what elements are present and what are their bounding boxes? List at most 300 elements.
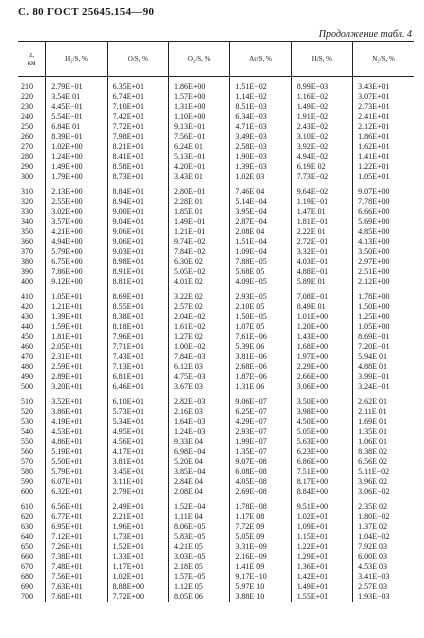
value-cell: 1.02E+00 <box>46 142 107 152</box>
value-cell: 2.10E 05 <box>230 302 291 312</box>
value-cell: 1.00E−02 <box>169 342 230 352</box>
value-cell: 7.84E−03 <box>169 352 230 362</box>
value-cell: 4.71E−03 <box>230 122 291 132</box>
value-cell: 5.14E−04 <box>230 197 291 207</box>
value-cell: 2.51E+00 <box>353 267 414 277</box>
value-cell: 1.36E+01 <box>291 562 352 572</box>
value-cell: 1.09E−04 <box>230 247 291 257</box>
value-cell: 1.59E+01 <box>46 322 107 332</box>
value-cell: 3.43E+01 <box>353 82 414 92</box>
value-cell: 2.79E−01 <box>46 82 107 92</box>
value-cell: 3.85E−04 <box>169 467 230 477</box>
value-cell: 2.87E−04 <box>230 217 291 227</box>
value-cell: 1.55E+01 <box>291 592 352 602</box>
value-cell: 4.50E+00 <box>291 417 352 427</box>
value-cell: 1.02E 03 <box>230 172 291 182</box>
value-cell: 1.51E−02 <box>230 82 291 92</box>
value-cell: 1.19E−01 <box>291 197 352 207</box>
table-row <box>18 277 414 287</box>
value-cell: 8.05E 06 <box>169 592 230 602</box>
value-cell: 7.63E+01 <box>46 582 107 592</box>
value-cell: 5.11E−02 <box>353 467 414 477</box>
value-cell: 1.49E−02 <box>291 102 352 112</box>
value-cell: 6.12E 03 <box>169 362 230 372</box>
table-row <box>18 582 414 592</box>
value-cell: 1.05E+00 <box>353 322 414 332</box>
value-cell: 1.78E+00 <box>353 292 414 302</box>
altitude-cell: 490 <box>21 372 33 381</box>
value-cell: 2.84E 04 <box>169 477 230 487</box>
value-cell: 1.86E+01 <box>353 132 414 142</box>
table-row <box>18 467 414 477</box>
column-header-label: H/S, % <box>311 54 333 63</box>
value-cell: 1.05E+01 <box>46 292 107 302</box>
value-cell: 7.56E+01 <box>46 572 107 582</box>
value-cell: 1.16E−02 <box>291 92 352 102</box>
value-cell: 8.49E 01 <box>291 302 352 312</box>
value-cell: 1.33E+01 <box>107 552 168 562</box>
table-row <box>18 407 414 417</box>
table-row <box>18 227 414 237</box>
table-header <box>18 42 414 77</box>
altitude-cell: 620 <box>21 512 33 521</box>
value-cell: 8.81E+01 <box>107 277 168 287</box>
table-row <box>18 162 414 172</box>
value-cell: 1.20E+00 <box>291 322 352 332</box>
table-row <box>18 417 414 427</box>
altitude-cell: 420 <box>21 302 33 311</box>
value-cell: 7.12E+01 <box>46 532 107 542</box>
value-cell: 2.16E−09 <box>230 552 291 562</box>
altitude-cell: 600 <box>21 487 33 496</box>
value-cell: 8.17E+00 <box>291 477 352 487</box>
value-cell: 1.90E−03 <box>230 152 291 162</box>
value-cell: 4.94E−02 <box>291 152 352 162</box>
value-cell: 5.89E 01 <box>291 277 352 287</box>
value-cell: 1.78E−08 <box>230 502 291 512</box>
value-cell: 4.75E−03 <box>169 372 230 382</box>
value-cell: 9.12E+00 <box>46 277 107 287</box>
value-cell: 1.41E+01 <box>353 152 414 162</box>
value-cell: 1.17E+01 <box>107 562 168 572</box>
value-cell: 7.42E+01 <box>107 112 168 122</box>
column-header-label: z, <box>29 50 35 59</box>
value-cell: 4.53E 03 <box>353 562 414 572</box>
table-row <box>18 112 414 122</box>
value-cell: 3.95E−04 <box>230 207 291 217</box>
value-cell: 7.71E+01 <box>107 342 168 352</box>
value-cell: 3.10E−02 <box>291 132 352 142</box>
value-cell: 6.25E−07 <box>230 407 291 417</box>
value-cell: 1.93E−03 <box>353 592 414 602</box>
value-cell: 5.54E−01 <box>46 112 107 122</box>
value-cell: 2.79E+01 <box>107 487 168 497</box>
value-cell: 2.28E 01 <box>169 197 230 207</box>
value-cell: 2.72E−01 <box>291 237 352 247</box>
value-cell: 1.21E+01 <box>46 302 107 312</box>
value-cell: 7.10E+01 <box>107 102 168 112</box>
value-cell: 3.96E 02 <box>353 477 414 487</box>
value-cell: 4.05E−08 <box>230 477 291 487</box>
value-cell: 1.22E+01 <box>291 542 352 552</box>
value-cell: 6.66E+00 <box>353 207 414 217</box>
value-cell: 4.29E−07 <box>230 417 291 427</box>
value-cell: 2.22E 01 <box>291 227 352 237</box>
value-cell: 1.35E−07 <box>230 447 291 457</box>
value-cell: 8.99E−03 <box>291 82 352 92</box>
value-cell: 6.84E 01 <box>46 122 107 132</box>
value-cell: 7.92E 03 <box>353 542 414 552</box>
value-cell: 2.08E 04 <box>230 227 291 237</box>
value-cell: 8.21E+01 <box>107 142 168 152</box>
value-cell: 3.32E−01 <box>291 247 352 257</box>
value-cell: 3.57E+00 <box>46 217 107 227</box>
altitude-cell: 210 <box>21 82 33 91</box>
value-cell: 1.37E 02 <box>353 522 414 532</box>
table-row <box>18 122 414 132</box>
value-cell: 1.10E+00 <box>169 112 230 122</box>
value-cell: 9.03E+01 <box>107 247 168 257</box>
value-cell: 2.11E 01 <box>353 407 414 417</box>
value-cell: 3.02E+00 <box>46 207 107 217</box>
value-cell: 9.07E+00 <box>353 187 414 197</box>
table-row <box>18 152 414 162</box>
value-cell: 8.39E−01 <box>46 132 107 142</box>
value-cell: 7.38E+01 <box>46 552 107 562</box>
altitude-cell: 680 <box>21 572 33 581</box>
altitude-cell: 470 <box>21 352 33 361</box>
value-cell: 1.11E 04 <box>169 512 230 522</box>
table-row <box>18 292 414 302</box>
value-cell: 8.94E+01 <box>107 197 168 207</box>
value-cell: 8.98E+01 <box>107 257 168 267</box>
value-cell: 6.30E 02 <box>169 257 230 267</box>
altitude-cell: 220 <box>21 92 33 101</box>
altitude-cell: 540 <box>21 427 33 436</box>
value-cell: 2.16E 03 <box>169 407 230 417</box>
value-cell: 3.54E 01 <box>46 92 107 102</box>
value-cell: 1.14E−02 <box>230 92 291 102</box>
altitude-cell: 520 <box>21 407 33 416</box>
value-cell: 6.24E 01 <box>169 142 230 152</box>
value-cell: 2.18E 05 <box>169 562 230 572</box>
value-cell: 1.02E+01 <box>291 512 352 522</box>
value-cell: 3.24E−01 <box>353 382 414 392</box>
value-cell: 7.78E+00 <box>353 197 414 207</box>
value-cell: 7.61E−06 <box>230 332 291 342</box>
value-cell: 5.79E+01 <box>46 467 107 477</box>
table-row <box>18 172 414 182</box>
value-cell: 8.84E+01 <box>107 187 168 197</box>
value-cell: 6.07E+01 <box>46 477 107 487</box>
altitude-cell: 590 <box>21 477 33 486</box>
value-cell: 2.08E 04 <box>169 487 230 497</box>
altitude-cell: 410 <box>21 292 33 301</box>
value-cell: 2.69E−08 <box>230 487 291 497</box>
column-header <box>291 42 352 77</box>
value-cell: 7.96E+01 <box>107 332 168 342</box>
column-header-label: H₂/S, % <box>65 54 88 63</box>
value-cell: 2.57E 02 <box>169 302 230 312</box>
value-cell: 5.94E 01 <box>353 352 414 362</box>
value-cell: 8.69E+01 <box>107 292 168 302</box>
value-cell: 9.17E−10 <box>230 572 291 582</box>
table-row <box>18 532 414 542</box>
page-header: С. 80 ГОСТ 25645.154—90 <box>18 6 155 18</box>
value-cell: 7.73E−02 <box>291 172 352 182</box>
value-cell: 8.55E+01 <box>107 302 168 312</box>
value-cell: 4.56E+01 <box>107 437 168 447</box>
value-cell: 3.41E−03 <box>353 572 414 582</box>
altitude-cell: 280 <box>21 152 33 161</box>
altitude-cell: 330 <box>21 207 33 216</box>
altitude-cell: 240 <box>21 112 33 121</box>
value-cell: 1.52E−04 <box>169 502 230 512</box>
value-cell: 1.49E+00 <box>46 162 107 172</box>
value-cell: 9.33E 04 <box>169 437 230 447</box>
altitude-cell: 320 <box>21 197 33 206</box>
value-cell: 6.74E+01 <box>107 92 168 102</box>
value-cell: 1.86E+00 <box>169 82 230 92</box>
value-cell: 9.06E−07 <box>230 397 291 407</box>
altitude-cell: 390 <box>21 267 33 276</box>
altitude-cell: 550 <box>21 437 33 446</box>
value-cell: 2.97E+00 <box>353 257 414 267</box>
value-cell: 1.43E+00 <box>291 332 352 342</box>
value-cell: 2.66E+00 <box>291 372 352 382</box>
value-cell: 2.93E−05 <box>230 292 291 302</box>
value-cell: 7.84E−02 <box>169 247 230 257</box>
table-row <box>18 267 414 277</box>
table-row <box>18 512 414 522</box>
value-cell: 4.95E+01 <box>107 427 168 437</box>
altitude-cell: 300 <box>21 172 33 181</box>
value-cell: 6.08E−08 <box>230 467 291 477</box>
value-cell: 1.62E+01 <box>353 142 414 152</box>
table-row <box>18 477 414 487</box>
value-cell: 2.80E−01 <box>169 187 230 197</box>
value-cell: 2.49E+01 <box>107 502 168 512</box>
table-row <box>18 197 414 207</box>
altitude-cell: 370 <box>21 247 33 256</box>
value-cell: 7.72E+00 <box>107 592 168 602</box>
value-cell: 3.50E+00 <box>353 247 414 257</box>
table-row <box>18 427 414 437</box>
value-cell: 6.77E+01 <box>46 512 107 522</box>
value-cell: 6.00E 03 <box>353 552 414 562</box>
value-cell: 7.98E+01 <box>107 132 168 142</box>
value-cell: 1.52E+01 <box>107 542 168 552</box>
value-cell: 2.93E−07 <box>230 427 291 437</box>
altitude-cell: 690 <box>21 582 33 591</box>
table-row <box>18 352 414 362</box>
value-cell: 5.20E 04 <box>169 457 230 467</box>
value-cell: 3.92E−02 <box>291 142 352 152</box>
value-cell: 3.22E 02 <box>169 292 230 302</box>
value-cell: 1.85E 01 <box>169 207 230 217</box>
value-cell: 1.64E−03 <box>169 417 230 427</box>
value-cell: 3.50E+00 <box>291 397 352 407</box>
value-cell: 9.04E+01 <box>107 217 168 227</box>
altitude-cell: 250 <box>21 122 33 131</box>
value-cell: 3.49E−03 <box>230 132 291 142</box>
value-cell: 8.73E+01 <box>107 172 168 182</box>
value-cell: 3.86E+01 <box>46 407 107 417</box>
table-row <box>18 322 414 332</box>
value-cell: 4.21E 05 <box>169 542 230 552</box>
value-cell: 2.13E+00 <box>46 187 107 197</box>
value-cell: 5.05E−02 <box>169 267 230 277</box>
value-cell: 1.42E+01 <box>291 572 352 582</box>
value-cell: 7.46E 04 <box>230 187 291 197</box>
altitude-cell: 230 <box>21 102 33 111</box>
value-cell: 4.20E−01 <box>169 162 230 172</box>
value-cell: 1.29E+01 <box>291 552 352 562</box>
value-cell: 4.94E+00 <box>46 237 107 247</box>
altitude-cell: 560 <box>21 447 33 456</box>
value-cell: 3.52E+01 <box>46 397 107 407</box>
value-cell: 2.31E+01 <box>46 352 107 362</box>
value-cell: 2.29E+00 <box>291 362 352 372</box>
value-cell: 1.12E 05 <box>169 582 230 592</box>
table-row <box>18 302 414 312</box>
value-cell: 4.09E−05 <box>230 277 291 287</box>
value-cell: 7.68E+01 <box>46 592 107 602</box>
value-cell: 1.01E+00 <box>291 312 352 322</box>
value-cell: 1.81E−01 <box>291 217 352 227</box>
table-continuation-caption: Продолжение табл. 4 <box>318 29 412 40</box>
value-cell: 7.86E+00 <box>46 267 107 277</box>
value-cell: 1.47E 01 <box>291 207 352 217</box>
value-cell: 3.81E−06 <box>230 352 291 362</box>
value-cell: 9.06E+01 <box>107 227 168 237</box>
column-header <box>169 42 230 77</box>
value-cell: 8.91E+01 <box>107 267 168 277</box>
table-row <box>18 312 414 322</box>
value-cell: 4.53E+01 <box>46 427 107 437</box>
value-cell: 2.12E+00 <box>353 277 414 287</box>
value-cell: 7.72E 09 <box>230 522 291 532</box>
table-row <box>18 487 414 497</box>
value-cell: 7.88E−05 <box>230 257 291 267</box>
value-cell: 9.06E+01 <box>107 237 168 247</box>
value-cell: 1.25E+00 <box>353 312 414 322</box>
table-row <box>18 457 414 467</box>
value-cell: 5.73E+01 <box>107 407 168 417</box>
value-cell: 2.89E+01 <box>46 372 107 382</box>
value-cell: 6.56E+01 <box>46 502 107 512</box>
value-cell: 6.32E+01 <box>46 487 107 497</box>
altitude-cell: 530 <box>21 417 33 426</box>
value-cell: 4.19E+01 <box>46 417 107 427</box>
value-cell: 3.81E+01 <box>107 457 168 467</box>
table-row <box>18 82 414 92</box>
value-cell: 3.43E 01 <box>169 172 230 182</box>
value-cell: 3.88E 10 <box>230 592 291 602</box>
value-cell: 2.35E 02 <box>353 502 414 512</box>
altitude-cell: 430 <box>21 312 33 321</box>
value-cell: 2.21E+01 <box>107 512 168 522</box>
value-cell: 1.17E 08 <box>230 512 291 522</box>
value-cell: 3.20E+01 <box>46 382 107 392</box>
value-cell: 1.24E+00 <box>46 152 107 162</box>
value-cell: 5.83E−05 <box>169 532 230 542</box>
data-table <box>18 41 414 602</box>
value-cell: 1.05E+01 <box>353 172 414 182</box>
value-cell: 4.03E−01 <box>291 257 352 267</box>
table-row <box>18 187 414 197</box>
value-cell: 1.73E+01 <box>107 532 168 542</box>
value-cell: 2.73E+01 <box>353 102 414 112</box>
value-cell: 7.26E+01 <box>46 542 107 552</box>
value-cell: 1.39E−03 <box>230 162 291 172</box>
value-cell: 1.51E−04 <box>230 237 291 247</box>
table-body <box>18 77 414 603</box>
column-header <box>107 42 168 77</box>
value-cell: 9.74E−02 <box>169 237 230 247</box>
value-cell: 7.51E+00 <box>291 467 352 477</box>
column-header-label: N₂/S, % <box>372 54 395 63</box>
altitude-cell: 270 <box>21 142 33 151</box>
table-row <box>18 342 414 352</box>
column-header-unit: км <box>27 59 36 67</box>
value-cell: 2.58E−03 <box>230 142 291 152</box>
value-cell: 3.99E−01 <box>353 372 414 382</box>
column-header <box>353 42 414 77</box>
value-cell: 7.13E+01 <box>107 362 168 372</box>
value-cell: 8.38E+01 <box>107 312 168 322</box>
value-cell: 4.01E 02 <box>169 277 230 287</box>
value-cell: 1.02E+01 <box>107 572 168 582</box>
value-cell: 4.21E+00 <box>46 227 107 237</box>
value-cell: 5.19E+01 <box>46 447 107 457</box>
value-cell: 8.69E−01 <box>353 332 414 342</box>
value-cell: 8.84E+00 <box>291 487 352 497</box>
altitude-cell: 660 <box>21 552 33 561</box>
column-header-label: O₂/S, % <box>187 54 211 63</box>
value-cell: 1.97E+00 <box>291 352 352 362</box>
table-row <box>18 247 414 257</box>
value-cell: 5.05E+00 <box>291 427 352 437</box>
altitude-cell: 380 <box>21 257 33 266</box>
table-row <box>18 207 414 217</box>
table-row <box>18 102 414 112</box>
value-cell: 2.55E+00 <box>46 197 107 207</box>
value-cell: 7.72E+01 <box>107 122 168 132</box>
value-cell: 8.38E 02 <box>353 447 414 457</box>
value-cell: 1.27E 02 <box>169 332 230 342</box>
table-row <box>18 362 414 372</box>
value-cell: 1.39E+01 <box>46 312 107 322</box>
value-cell: 9.00E+01 <box>107 207 168 217</box>
altitude-cell: 400 <box>21 277 33 286</box>
table-row <box>18 372 414 382</box>
value-cell: 3.11E+01 <box>107 477 168 487</box>
altitude-cell: 440 <box>21 322 33 331</box>
value-cell: 5.13E−01 <box>169 152 230 162</box>
table-row <box>18 502 414 512</box>
altitude-cell: 260 <box>21 132 33 141</box>
table-row <box>18 397 414 407</box>
value-cell: 1.87E−06 <box>230 372 291 382</box>
value-cell: 1.91E−02 <box>291 112 352 122</box>
value-cell: 1.41E 09 <box>230 562 291 572</box>
value-cell: 1.79E+00 <box>46 172 107 182</box>
value-cell: 1.07E 05 <box>230 322 291 332</box>
altitude-cell: 350 <box>21 227 33 236</box>
value-cell: 2.43E−02 <box>291 122 352 132</box>
value-cell: 1.68E+00 <box>291 342 352 352</box>
